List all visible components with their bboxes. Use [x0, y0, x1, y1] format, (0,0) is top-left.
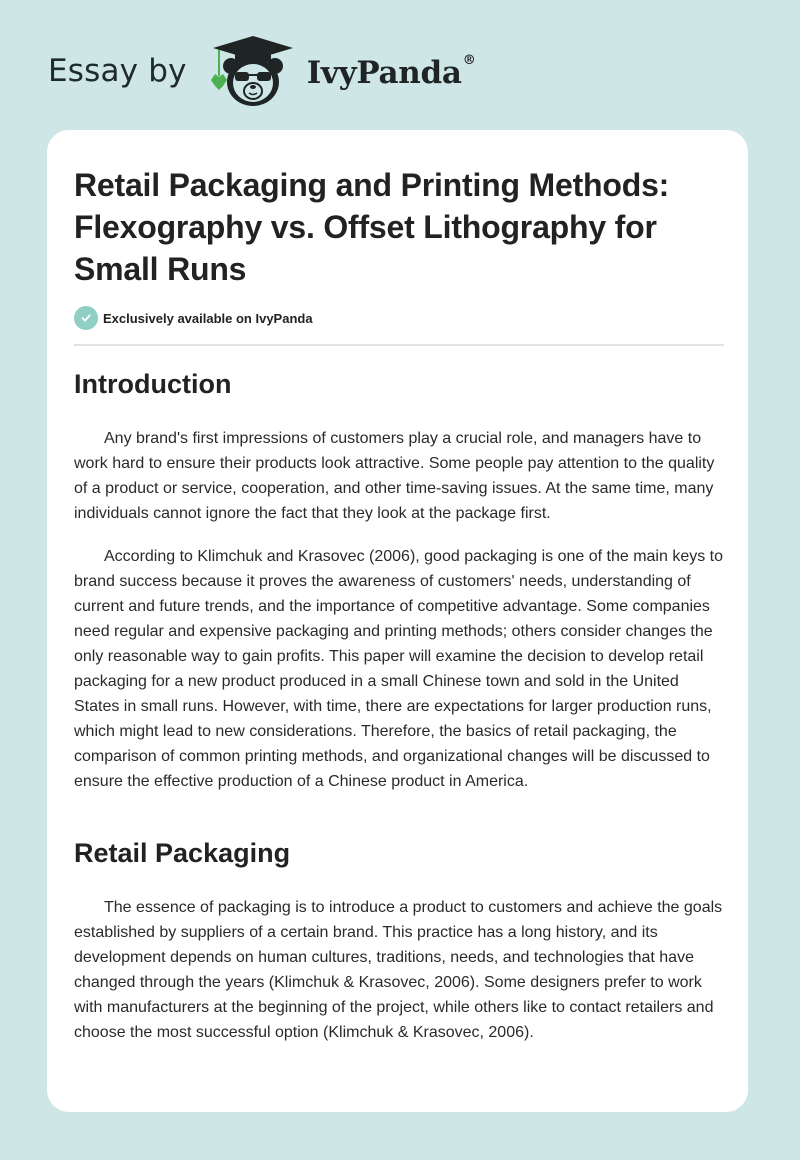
- brand-name-text: IvyPanda: [306, 55, 462, 91]
- exclusive-label: Exclusively available on IvyPanda: [103, 310, 313, 326]
- registered-mark: ®: [462, 53, 476, 68]
- essay-card: [47, 130, 748, 1112]
- check-circle-icon: [74, 306, 98, 330]
- paragraph: According to Klimchuk and Krasovec (2006), good packaging is one of the main keys to brand success because it proves the awareness of customers' needs, understanding of current and future trends, and the importance of competitive advantage. Some companies need regular and expensive packaging and printing methods; others consider changes the only reasonable way to gain profits. This paper will examine the decision to develop retail packaging for a new product produced in a small Chinese town and sold in the United States in small runs. However, with time, there are expectations for larger production runs, which might lead to new considerations. Therefore, the basics of retail packaging, the comparison of common printing methods, and organizational changes will be discussed to ensure the effective production of a Chinese product in America.: [74, 548, 724, 790]
- section-heading-introduction: Introduction: [74, 369, 232, 399]
- exclusive-badge: [74, 306, 313, 330]
- title-divider: [74, 344, 724, 346]
- section-heading-retail-packaging: Retail Packaging: [74, 838, 291, 868]
- panda-graduate-icon[interactable]: [205, 30, 301, 110]
- brand-name[interactable]: [307, 55, 476, 91]
- essay-title: Retail Packaging and Printing Methods: Flexography vs. Offset Lithography for Small Runs: [74, 167, 670, 287]
- brand-header: [48, 30, 475, 110]
- essay-by-label: Essay by: [48, 53, 187, 89]
- paragraph: Any brand's first impressions of customers play a crucial role, and managers have to work hard to ensure their products look attractive. Some people pay attention to the quality of a product or service, cooperation, and other time-saving issues. At the same time, many individuals cannot ignore the fact that they look at the package first.: [74, 430, 715, 522]
- paragraph: The essence of packaging is to introduce a product to customers and achieve the goals established by suppliers of a certain brand. This practice has a long history, and its development depends on human cultures, traditions, needs, and technologies that have changed through the years (Klimchuk & Krasovec, 2006). Some designers prefer to work with manufacturers at the beginning of the project, while others like to contact retailers and choose the most successful option (Klimchuk & Krasovec, 2006).: [74, 899, 723, 1041]
